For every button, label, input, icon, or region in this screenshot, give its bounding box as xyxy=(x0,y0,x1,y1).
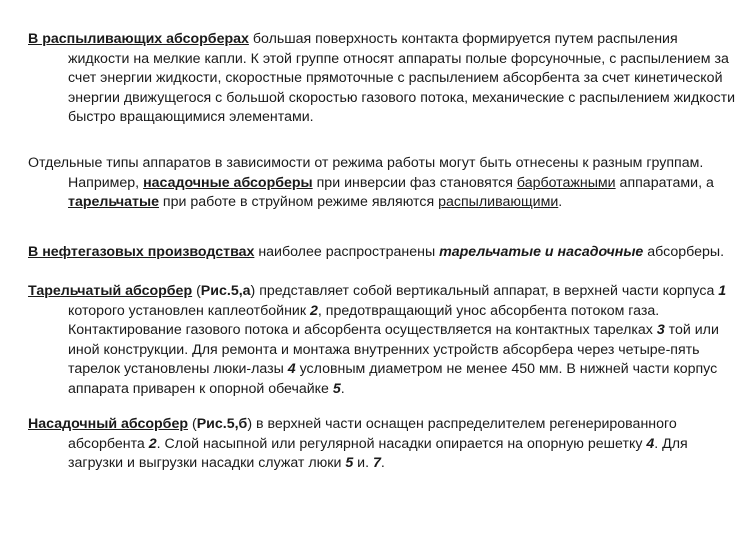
part-number: 4 xyxy=(287,361,296,377)
paragraph-text: ( xyxy=(188,416,197,432)
term-spray-absorbers: В распыливающих абсорберах xyxy=(28,31,249,47)
part-number: 2 xyxy=(148,435,157,452)
paragraph-text: аппаратами, а xyxy=(615,174,714,191)
term-packed-absorbers: насадочные абсорберы xyxy=(143,174,313,191)
link-spraying[interactable]: распыливающими xyxy=(438,194,559,210)
emphasis-tray-packed: тарельчатые и насадочные xyxy=(439,244,644,260)
paragraph-text: , предотвращающий унос абсорбента потоком газа. Контактирование газового потока и абсорбента осуществляется на контактных тарелках xyxy=(68,302,660,338)
paragraph-text: Отдельные типы аппаратов в зависимости от режима работы могут быть отнесены к разным группам. Например, xyxy=(28,155,704,191)
paragraph-text: большая поверхность контакта формируется путем распыления жидкости на мелкие капли. К этой группе относят аппараты полые форсуночные, с распылением за счет энергии жидкости, скоростные прямоточные с распылением абсорбента за счет кинетической энергии движущегося с большой скоростью газового потока, механические с распылением жидкости быстро вращающимися элементами. xyxy=(68,31,736,125)
paragraph-text: ) в верхней части оснащен распределителем регенерированного абсорбента xyxy=(68,416,677,452)
link-bubbling[interactable]: барботажными xyxy=(516,174,616,191)
term-packed-absorber: Насадочный абсорбер xyxy=(28,416,189,432)
part-number: 1 xyxy=(718,283,727,299)
paragraph-text: . Для загрузки и выгрузки насадки служат люки xyxy=(68,435,688,471)
paragraph-text: при инверсии фаз становятся xyxy=(312,174,517,191)
paragraph-text: . xyxy=(340,380,345,397)
paragraph-packed-absorber xyxy=(28,415,740,474)
paragraph-text: условным диаметром не менее 450 мм. В нижней части корпус аппарата приварен к опорной обечайке xyxy=(68,361,718,397)
paragraph-text: . xyxy=(380,455,385,471)
paragraph-text: . Слой насыпной или регулярной насадки опирается на опорную решетку xyxy=(156,435,647,452)
paragraph-text: которого установлен каплеотбойник xyxy=(68,302,310,319)
part-number: 5 xyxy=(345,455,354,471)
paragraph-text: наиболее распространены xyxy=(254,244,440,260)
term-oil-gas-production: В нефтегазовых производствах xyxy=(28,244,255,260)
part-number: 2 xyxy=(309,302,318,319)
part-number: 5 xyxy=(332,380,341,397)
paragraph-oil-gas xyxy=(28,243,740,263)
paragraph-apparatus-types xyxy=(28,154,740,213)
figure-ref-5b: Рис.5,б xyxy=(196,416,248,432)
paragraph-text: абсорберы. xyxy=(643,244,725,260)
paragraph-spray-absorbers xyxy=(28,30,740,128)
paragraph-tray-absorber xyxy=(28,282,740,399)
paragraph-text: при работе в струйном режиме являются xyxy=(158,194,439,210)
paragraph-text: ) представляет собой вертикальный аппарат, в верхней части корпуса xyxy=(250,283,719,299)
part-number: 3 xyxy=(656,322,665,338)
term-tray: тарельчатые xyxy=(68,194,159,210)
part-number: 4 xyxy=(646,435,655,452)
paragraph-text: ( xyxy=(192,283,201,299)
figure-ref-5a: Рис.5,а xyxy=(200,283,251,299)
paragraph-text: и. xyxy=(353,455,373,471)
term-tray-absorber: Тарельчатый абсорбер xyxy=(28,283,193,299)
paragraph-text: . xyxy=(558,194,563,210)
paragraph-text: той или иной конструкции. Для ремонта и монтажа внутренних устройств абсорбера через четыре-пять тарелок установлены люки-лазы xyxy=(68,322,719,377)
part-number: 7 xyxy=(373,455,381,471)
